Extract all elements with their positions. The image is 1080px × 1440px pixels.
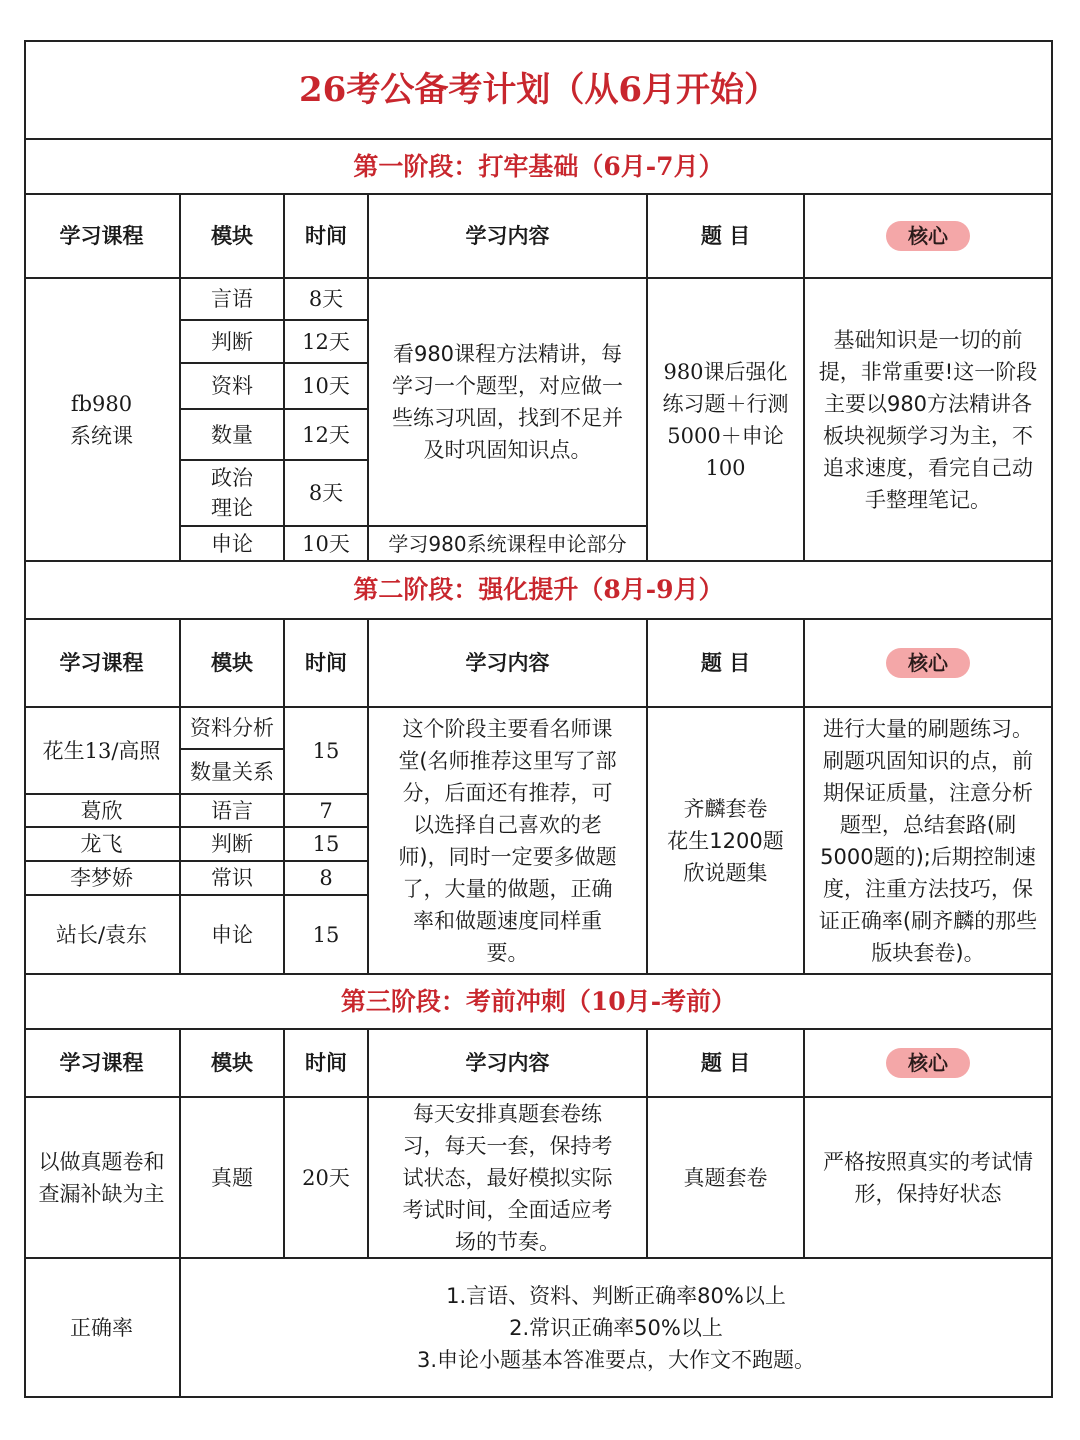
header-core <box>805 195 1051 277</box>
stage2-time: 7 <box>319 798 333 823</box>
accuracy-item: 3.申论小题基本答准要点，大作文不跑题。 <box>416 1347 816 1372</box>
stage1-module: 数量 <box>211 422 253 447</box>
stage2-module: 数量关系 <box>190 759 274 784</box>
stage1-module: 言语 <box>211 287 253 311</box>
stage2-course: 站长/袁东 <box>55 922 148 947</box>
stage1-title: 第一阶段：打牢基础（6月-7月） <box>353 151 724 181</box>
page-title: 26考公备考计划（从6月开始） <box>299 70 778 110</box>
header-module: 模块 <box>211 651 253 675</box>
stage2-module: 申论 <box>211 922 253 947</box>
stage1-core: 基础知识是一切的前提，非常重要!这一阶段主要以980方法精讲各板块视频学习为主，不追求速度，看完自己动手整理笔记。 <box>818 327 1038 512</box>
stage1-time: 10天 <box>302 374 350 398</box>
stage3-questions: 真题套卷 <box>683 1165 768 1190</box>
stage2-course: 花生13/高照 <box>42 738 161 763</box>
stage3-course: 以做真题卷和查漏补缺为主 <box>38 1149 165 1206</box>
stage2-module: 判断 <box>211 832 253 856</box>
stage1-time: 12天 <box>302 329 350 354</box>
stage1-module: 判断 <box>211 329 253 354</box>
stage2-course: 李梦娇 <box>70 866 133 890</box>
header-module: 模块 <box>211 224 253 248</box>
stage2-time: 15 <box>312 922 340 947</box>
header-questions: 题 目 <box>700 651 751 675</box>
stage1-module: 申论 <box>211 531 253 556</box>
stage2-time: 8 <box>319 866 333 890</box>
study-plan-table <box>24 40 1053 1398</box>
header-course: 学习课程 <box>59 224 144 248</box>
header-course: 学习课程 <box>59 651 144 675</box>
stage1-time: 12天 <box>302 422 350 447</box>
border-right <box>1051 40 1053 1398</box>
stage2-questions: 齐麟套卷 花生1200题 欣说题集 <box>667 796 784 885</box>
header-content: 学习内容 <box>465 1051 550 1075</box>
stage3-core: 严格按照真实的考试情形，保持好状态 <box>823 1149 1033 1206</box>
stage1-content-shenlun: 学习980系统课程申论部分 <box>388 531 627 556</box>
stage3-module: 真题 <box>211 1165 253 1190</box>
stage1-questions: 980课后强化练习题＋行测5000＋申论100 <box>662 359 789 480</box>
core-badge: 核心 <box>886 221 970 251</box>
accuracy-list <box>181 1259 1051 1396</box>
stage2-module: 资料分析 <box>190 716 274 740</box>
stage2-time: 15 <box>312 738 340 763</box>
header-course: 学习课程 <box>59 1051 144 1075</box>
header-content: 学习内容 <box>465 651 550 675</box>
accuracy-item: 1.言语、资料、判断正确率80%以上 <box>446 1283 786 1308</box>
stage2-content: 这个阶段主要看名师课堂(名师推荐这里写了部分，后面还有推荐，可以选择自己喜欢的老师)，同时一定要多做题了，大量的做题，正确率和做题速度同样重要。 <box>398 716 617 965</box>
stage2-module: 常识 <box>211 866 253 890</box>
stage3-content: 每天安排真题套卷练习，每天一套，保持考试状态，最好模拟实际考试时间，全面适应考场的节奏。 <box>402 1101 613 1254</box>
stage1-module: 政治 理论 <box>211 466 253 520</box>
stage1-content: 看980课程方法精讲，每学习一个题型，对应做一些练习巩固，找到不足并及时巩固知识点。 <box>392 342 623 462</box>
stage2-time: 15 <box>312 832 340 856</box>
stage1-course: fb980 系统课 <box>70 391 133 448</box>
core-badge: 核心 <box>886 648 970 678</box>
stage3-time: 20天 <box>302 1165 350 1190</box>
header-module: 模块 <box>211 1051 253 1075</box>
stage2-title: 第二阶段：强化提升（8月-9月） <box>353 575 724 604</box>
stage2-module: 语言 <box>211 798 253 823</box>
stage1-time: 10天 <box>302 531 350 556</box>
stage3-title: 第三阶段：考前冲刺（10月-考前） <box>340 986 737 1016</box>
header-questions: 题 目 <box>700 1051 751 1075</box>
stage2-course: 龙飞 <box>80 832 123 856</box>
stage1-module: 资料 <box>211 374 253 398</box>
header-questions: 题 目 <box>700 224 751 248</box>
header-core <box>805 620 1051 706</box>
header-core <box>805 1030 1051 1096</box>
header-time: 时间 <box>305 651 347 675</box>
core-badge: 核心 <box>886 1048 970 1078</box>
header-time: 时间 <box>305 224 347 248</box>
stage1-time: 8天 <box>308 287 344 311</box>
header-time: 时间 <box>305 1051 347 1075</box>
accuracy-label: 正确率 <box>70 1315 133 1340</box>
stage2-core: 进行大量的刷题练习。刷题巩固知识的点，前期保证质量，注意分析题型，总结套路(刷5000题的);后期控制速度，注重方法技巧，保证正确率(刷齐麟的那些版块套卷)。 <box>818 716 1038 965</box>
stage1-time: 8天 <box>308 481 344 505</box>
stage2-course: 葛欣 <box>80 798 123 823</box>
accuracy-item: 2.常识正确率50%以上 <box>509 1315 723 1340</box>
header-content: 学习内容 <box>465 224 550 248</box>
